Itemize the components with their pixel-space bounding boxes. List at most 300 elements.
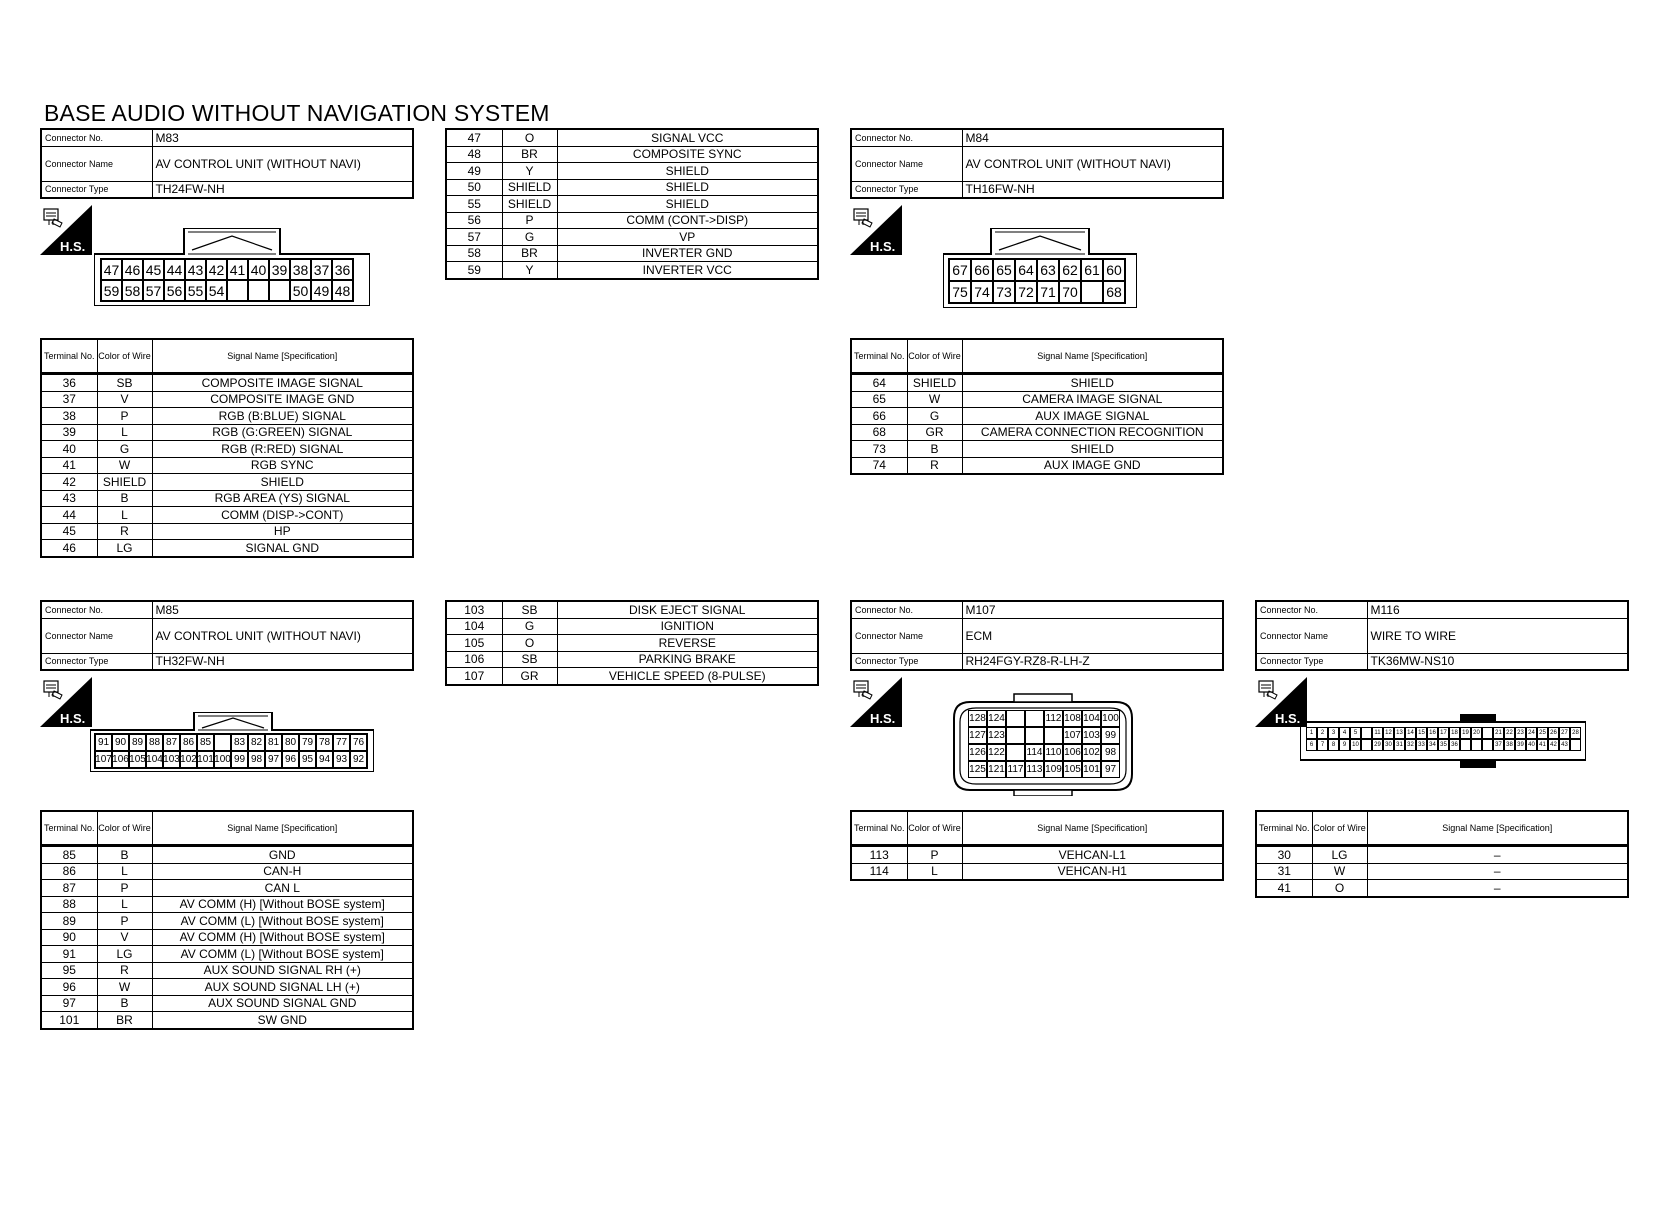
connector-pin <box>1025 710 1044 727</box>
signal-name-cell: COMM (DISP->CONT) <box>152 507 413 524</box>
signal-name-cell: VP <box>557 229 818 246</box>
connector-pin: 5 <box>1350 727 1361 739</box>
terminal-no-cell: 49 <box>446 163 502 180</box>
connector-pin: 59 <box>101 280 122 301</box>
connector-pin: 121 <box>987 761 1006 778</box>
wire-color-cell: O <box>502 129 557 146</box>
wire-color-cell: W <box>97 979 152 996</box>
wire-color-cell: Y <box>502 262 557 279</box>
connector-pin: 43 <box>1559 739 1570 751</box>
signal-name-cell: – <box>1367 863 1628 880</box>
m84-signal-table <box>850 338 1224 475</box>
connector-pin <box>1081 281 1103 303</box>
wire-color-cell: SHIELD <box>502 179 557 196</box>
wire-color-cell: G <box>907 408 962 425</box>
wire-color-cell: O <box>502 635 557 652</box>
connector-pin: 106 <box>112 751 129 768</box>
connector-pin: 7 <box>1317 739 1328 751</box>
signal-name-cell: RGB AREA (YS) SIGNAL <box>152 490 413 507</box>
m83-connector-info <box>40 128 414 199</box>
connector-pin: 102 <box>1082 744 1101 761</box>
hs-label: H.S. <box>870 239 896 254</box>
terminal-no-cell: 114 <box>851 863 907 880</box>
signal-name-cell: AV COMM (H) [Without BOSE system] <box>152 929 413 946</box>
connector-pin: 128 <box>968 710 987 727</box>
signal-name-cell: AV COMM (L) [Without BOSE system] <box>152 913 413 930</box>
connector-pin: 10 <box>1350 739 1361 751</box>
table-row <box>41 995 413 1012</box>
connector-type-label: Connector Type <box>41 653 152 670</box>
terminal-no-cell: 73 <box>851 441 907 458</box>
wire-color-cell: W <box>97 457 152 474</box>
table-row <box>446 129 818 146</box>
wire-color-cell: V <box>97 391 152 408</box>
connector-pin: 26 <box>1548 727 1559 739</box>
connector-pin: 113 <box>1025 761 1044 778</box>
terminal-no-header: Terminal No. <box>1256 811 1312 846</box>
signal-name-cell: GND <box>152 846 413 864</box>
connector-pin: 6 <box>1306 739 1317 751</box>
connector-pin: 92 <box>350 751 367 768</box>
table-row <box>41 979 413 996</box>
connector-pin: 40 <box>248 259 269 280</box>
wire-color-cell: O <box>1312 880 1367 897</box>
connector-pin: 36 <box>1449 739 1460 751</box>
table-row <box>41 408 413 425</box>
connector-pin: 83 <box>231 734 248 751</box>
connector-pin: 99 <box>1101 727 1120 744</box>
table-row <box>41 863 413 880</box>
wire-color-cell: P <box>97 880 152 897</box>
connector-pin <box>214 734 231 751</box>
terminal-no-header: Terminal No. <box>851 339 907 374</box>
connector-pin <box>1361 739 1372 751</box>
connector-pin: 55 <box>185 280 206 301</box>
terminal-no-cell: 113 <box>851 846 907 864</box>
connector-pin: 62 <box>1059 259 1081 281</box>
m84-connector-type: TH16FW-NH <box>962 181 1223 198</box>
table-row <box>446 179 818 196</box>
connector-pin: 93 <box>333 751 350 768</box>
connector-pin: 41 <box>1537 739 1548 751</box>
signal-name-cell: SIGNAL VCC <box>557 129 818 146</box>
signal-name-cell: RGB SYNC <box>152 457 413 474</box>
color-of-wire-header: Color of Wire <box>907 339 962 374</box>
table-row <box>446 229 818 246</box>
connector-pin: 50 <box>290 280 311 301</box>
wire-color-cell: L <box>907 863 962 880</box>
signal-name-cell: COMPOSITE IMAGE SIGNAL <box>152 374 413 392</box>
connector-pin: 80 <box>282 734 299 751</box>
signal-name-cell: SHIELD <box>152 474 413 491</box>
m85-connector-type: TH32FW-NH <box>152 653 413 670</box>
m84-pin-grid <box>948 258 1126 304</box>
connector-pin: 126 <box>968 744 987 761</box>
table-row <box>446 262 818 279</box>
terminal-no-cell: 43 <box>41 490 97 507</box>
connector-pin: 54 <box>206 280 227 301</box>
terminal-no-cell: 30 <box>1256 846 1312 864</box>
signal-name-cell: INVERTER GND <box>557 245 818 262</box>
connector-pin: 58 <box>122 280 143 301</box>
table-row <box>851 391 1223 408</box>
terminal-no-cell: 55 <box>446 196 502 213</box>
signal-name-cell: AUX SOUND SIGNAL GND <box>152 995 413 1012</box>
signal-name-cell: AUX SOUND SIGNAL LH (+) <box>152 979 413 996</box>
terminal-no-header: Terminal No. <box>41 339 97 374</box>
connector-pin: 114 <box>1025 744 1044 761</box>
terminal-no-cell: 45 <box>41 523 97 540</box>
connector-no-label: Connector No. <box>41 129 152 146</box>
connector-pin: 112 <box>1044 710 1063 727</box>
wire-color-cell: SHIELD <box>907 374 962 392</box>
connector-pin: 16 <box>1427 727 1438 739</box>
connector-pin: 105 <box>1063 761 1082 778</box>
hs-label: H.S. <box>60 711 86 726</box>
table-row <box>446 618 818 635</box>
m116-connector-no: M116 <box>1367 601 1628 618</box>
signal-name-cell: SW GND <box>152 1012 413 1029</box>
connector-pin: 127 <box>968 727 987 744</box>
connector-pin: 123 <box>987 727 1006 744</box>
table-row <box>446 668 818 685</box>
color-of-wire-header: Color of Wire <box>1312 811 1367 846</box>
connector-name-label: Connector Name <box>1256 618 1367 653</box>
connector-pin: 1 <box>1306 727 1317 739</box>
connector-pin: 17 <box>1438 727 1449 739</box>
m107-connector-no: M107 <box>962 601 1223 618</box>
connector-pin: 98 <box>1101 744 1120 761</box>
terminal-no-cell: 65 <box>851 391 907 408</box>
connector-pin: 14 <box>1405 727 1416 739</box>
wire-color-cell: B <box>97 846 152 864</box>
table-row <box>41 1012 413 1029</box>
terminal-no-cell: 103 <box>446 601 502 618</box>
wire-color-cell: G <box>97 441 152 458</box>
connector-pin: 18 <box>1449 727 1460 739</box>
terminal-no-cell: 42 <box>41 474 97 491</box>
color-of-wire-header: Color of Wire <box>907 811 962 846</box>
connector-pin: 61 <box>1081 259 1103 281</box>
signal-name-cell: CAN-H <box>152 863 413 880</box>
wire-color-cell: GR <box>907 424 962 441</box>
connector-pin: 23 <box>1515 727 1526 739</box>
connector-pin <box>1471 739 1482 751</box>
m107-signal-table <box>850 810 1224 881</box>
terminal-no-cell: 50 <box>446 179 502 196</box>
m107-connector-type: RH24FGY-RZ8-R-LH-Z <box>962 653 1223 670</box>
terminal-no-cell: 85 <box>41 846 97 864</box>
terminal-no-cell: 105 <box>446 635 502 652</box>
m85-pin-grid <box>94 733 368 769</box>
signal-name-cell: SHIELD <box>962 374 1223 392</box>
wire-color-cell: R <box>97 962 152 979</box>
connector-name-label: Connector Name <box>851 146 962 181</box>
signal-name-cell: HP <box>152 523 413 540</box>
connector-pin: 85 <box>197 734 214 751</box>
table-row <box>41 424 413 441</box>
terminal-no-cell: 89 <box>41 913 97 930</box>
signal-name-cell: SHIELD <box>962 441 1223 458</box>
signal-name-cell: REVERSE <box>557 635 818 652</box>
connector-no-label: Connector No. <box>851 129 962 146</box>
terminal-no-cell: 37 <box>41 391 97 408</box>
wire-color-cell: Y <box>502 163 557 180</box>
connector-pin <box>269 280 290 301</box>
connector-pin: 107 <box>95 751 112 768</box>
connector-pin: 78 <box>316 734 333 751</box>
m83-signal-table-continued <box>445 128 819 280</box>
m85-signal-table <box>40 810 414 1030</box>
wire-color-cell: SHIELD <box>502 196 557 213</box>
connector-pin: 15 <box>1416 727 1427 739</box>
connector-pin: 37 <box>1493 739 1504 751</box>
connector-type-label: Connector Type <box>1256 653 1367 670</box>
connector-pin: 76 <box>350 734 367 751</box>
table-row <box>41 913 413 930</box>
table-row <box>851 424 1223 441</box>
connector-pin: 21 <box>1493 727 1504 739</box>
hs-label: H.S. <box>870 711 896 726</box>
connector-pin: 20 <box>1471 727 1482 739</box>
connector-pin: 42 <box>1548 739 1559 751</box>
connector-pin: 44 <box>164 259 185 280</box>
connector-pin: 103 <box>1082 727 1101 744</box>
wire-color-cell: W <box>1312 863 1367 880</box>
connector-pin: 39 <box>1515 739 1526 751</box>
connector-pin: 97 <box>265 751 282 768</box>
connector-pin: 30 <box>1383 739 1394 751</box>
connector-pin: 95 <box>299 751 316 768</box>
wire-color-cell: BR <box>502 245 557 262</box>
connector-pin: 48 <box>332 280 353 301</box>
signal-name-cell: SIGNAL GND <box>152 540 413 557</box>
connector-pin: 68 <box>1103 281 1125 303</box>
table-row <box>41 946 413 963</box>
wire-color-cell: B <box>907 441 962 458</box>
signal-name-cell: VEHICLE SPEED (8-PULSE) <box>557 668 818 685</box>
signal-name-cell: SHIELD <box>557 179 818 196</box>
signal-name-cell: RGB (R:RED) SIGNAL <box>152 441 413 458</box>
connector-pin: 107 <box>1063 727 1082 744</box>
table-row <box>41 929 413 946</box>
m116-connector-name: WIRE TO WIRE <box>1367 618 1628 653</box>
signal-name-cell: – <box>1367 880 1628 897</box>
connector-pin: 63 <box>1037 259 1059 281</box>
connector-pin: 37 <box>311 259 332 280</box>
terminal-no-cell: 41 <box>41 457 97 474</box>
wire-color-cell: SB <box>97 374 152 392</box>
table-row <box>41 846 413 864</box>
terminal-no-cell: 40 <box>41 441 97 458</box>
connector-pin: 45 <box>143 259 164 280</box>
connector-no-label: Connector No. <box>41 601 152 618</box>
connector-pin: 117 <box>1006 761 1025 778</box>
wire-color-cell: P <box>907 846 962 864</box>
terminal-no-cell: 44 <box>41 507 97 524</box>
hs-label: H.S. <box>1275 711 1301 726</box>
connector-pin: 82 <box>248 734 265 751</box>
connector-pin: 57 <box>143 280 164 301</box>
connector-pin: 43 <box>185 259 206 280</box>
connector-pin: 88 <box>146 734 163 751</box>
connector-pin <box>1482 739 1493 751</box>
connector-pin: 97 <box>1101 761 1120 778</box>
wire-color-cell: L <box>97 507 152 524</box>
connector-pin <box>1044 727 1063 744</box>
wire-color-cell: B <box>97 490 152 507</box>
terminal-no-cell: 90 <box>41 929 97 946</box>
m85-connector-info <box>40 600 414 671</box>
terminal-no-header: Terminal No. <box>41 811 97 846</box>
terminal-no-cell: 106 <box>446 651 502 668</box>
connector-pin: 9 <box>1339 739 1350 751</box>
m116-connector-type: TK36MW-NS10 <box>1367 653 1628 670</box>
wire-color-cell: P <box>502 212 557 229</box>
terminal-no-cell: 74 <box>851 457 907 474</box>
connector-pin: 94 <box>316 751 333 768</box>
m107-pin-grid <box>968 710 1120 778</box>
m107-connector-name: ECM <box>962 618 1223 653</box>
signal-name-cell: COMPOSITE IMAGE GND <box>152 391 413 408</box>
table-row <box>41 474 413 491</box>
wire-color-cell: BR <box>502 146 557 163</box>
connector-pin: 109 <box>1044 761 1063 778</box>
terminal-no-cell: 59 <box>446 262 502 279</box>
table-row <box>41 457 413 474</box>
connector-type-label: Connector Type <box>851 181 962 198</box>
wire-color-cell: L <box>97 863 152 880</box>
table-row <box>446 651 818 668</box>
connector-pin: 91 <box>95 734 112 751</box>
wire-color-cell: LG <box>97 946 152 963</box>
color-of-wire-header: Color of Wire <box>97 339 152 374</box>
connector-pin: 31 <box>1394 739 1405 751</box>
m84-connector-info <box>850 128 1224 199</box>
table-row <box>41 391 413 408</box>
table-row <box>851 408 1223 425</box>
connector-pin: 71 <box>1037 281 1059 303</box>
wire-color-cell: G <box>502 229 557 246</box>
connector-pin: 29 <box>1372 739 1383 751</box>
harness-side-icon <box>40 677 92 727</box>
wire-color-cell: B <box>97 995 152 1012</box>
connector-pin: 4 <box>1339 727 1350 739</box>
signal-name-cell: – <box>1367 846 1628 864</box>
m83-signal-table <box>40 338 414 558</box>
wire-color-cell: G <box>502 618 557 635</box>
wire-color-cell: LG <box>97 540 152 557</box>
table-row <box>41 374 413 392</box>
table-row <box>41 540 413 557</box>
table-row <box>41 490 413 507</box>
connector-pin: 12 <box>1383 727 1394 739</box>
connector-pin: 33 <box>1416 739 1427 751</box>
terminal-no-cell: 96 <box>41 979 97 996</box>
wire-color-cell: L <box>97 896 152 913</box>
page-title: BASE AUDIO WITHOUT NAVIGATION SYSTEM <box>44 100 550 126</box>
terminal-no-cell: 47 <box>446 129 502 146</box>
connector-pin: 89 <box>129 734 146 751</box>
connector-pin <box>1482 727 1493 739</box>
connector-pin <box>1006 727 1025 744</box>
connector-pin: 49 <box>311 280 332 301</box>
signal-name-cell: SHIELD <box>557 163 818 180</box>
terminal-no-cell: 64 <box>851 374 907 392</box>
connector-pin: 3 <box>1328 727 1339 739</box>
connector-pin: 27 <box>1559 727 1570 739</box>
connector-pin: 36 <box>332 259 353 280</box>
signal-name-cell: AV COMM (H) [Without BOSE system] <box>152 896 413 913</box>
connector-pin: 56 <box>164 280 185 301</box>
connector-pin: 87 <box>163 734 180 751</box>
connector-pin: 39 <box>269 259 290 280</box>
connector-pin: 28 <box>1570 727 1581 739</box>
signal-name-cell: IGNITION <box>557 618 818 635</box>
wire-color-cell: SB <box>502 601 557 618</box>
terminal-no-cell: 38 <box>41 408 97 425</box>
connector-pin: 64 <box>1015 259 1037 281</box>
signal-name-cell: AUX IMAGE SIGNAL <box>962 408 1223 425</box>
terminal-no-cell: 57 <box>446 229 502 246</box>
table-row <box>1256 863 1628 880</box>
harness-side-icon <box>850 205 902 255</box>
connector-pin: 75 <box>949 281 971 303</box>
connector-pin: 38 <box>1504 739 1515 751</box>
connector-pin <box>1361 727 1372 739</box>
m83-connector-name: AV CONTROL UNIT (WITHOUT NAVI) <box>152 146 413 181</box>
connector-pin: 22 <box>1504 727 1515 739</box>
connector-no-label: Connector No. <box>851 601 962 618</box>
signal-name-header: Signal Name [Specification] <box>152 811 413 846</box>
wire-color-cell: W <box>907 391 962 408</box>
table-row <box>446 196 818 213</box>
connector-pin: 24 <box>1526 727 1537 739</box>
connector-pin: 106 <box>1063 744 1082 761</box>
wire-color-cell: L <box>97 424 152 441</box>
connector-name-label: Connector Name <box>851 618 962 653</box>
connector-pin: 67 <box>949 259 971 281</box>
harness-side-icon <box>40 205 92 255</box>
connector-pin <box>248 280 269 301</box>
connector-pin: 73 <box>993 281 1015 303</box>
terminal-no-cell: 104 <box>446 618 502 635</box>
table-row <box>41 507 413 524</box>
signal-name-cell: RGB (B:BLUE) SIGNAL <box>152 408 413 425</box>
table-row <box>446 163 818 180</box>
table-row <box>41 962 413 979</box>
connector-pin: 32 <box>1405 739 1416 751</box>
terminal-no-cell: 66 <box>851 408 907 425</box>
connector-pin: 46 <box>122 259 143 280</box>
connector-pin: 122 <box>987 744 1006 761</box>
signal-name-cell: CAMERA CONNECTION RECOGNITION <box>962 424 1223 441</box>
signal-name-cell: DISK EJECT SIGNAL <box>557 601 818 618</box>
table-row <box>446 146 818 163</box>
connector-pin <box>1460 739 1471 751</box>
connector-pin: 100 <box>214 751 231 768</box>
m83-connector-type: TH24FW-NH <box>152 181 413 198</box>
m116-connector-info <box>1255 600 1629 671</box>
connector-pin: 104 <box>146 751 163 768</box>
m107-connector-info <box>850 600 1224 671</box>
connector-pin: 104 <box>1082 710 1101 727</box>
signal-name-header: Signal Name [Specification] <box>962 811 1223 846</box>
connector-pin: 35 <box>1438 739 1449 751</box>
wire-color-cell: V <box>97 929 152 946</box>
signal-name-cell: VEHCAN-H1 <box>962 863 1223 880</box>
connector-pin: 102 <box>180 751 197 768</box>
